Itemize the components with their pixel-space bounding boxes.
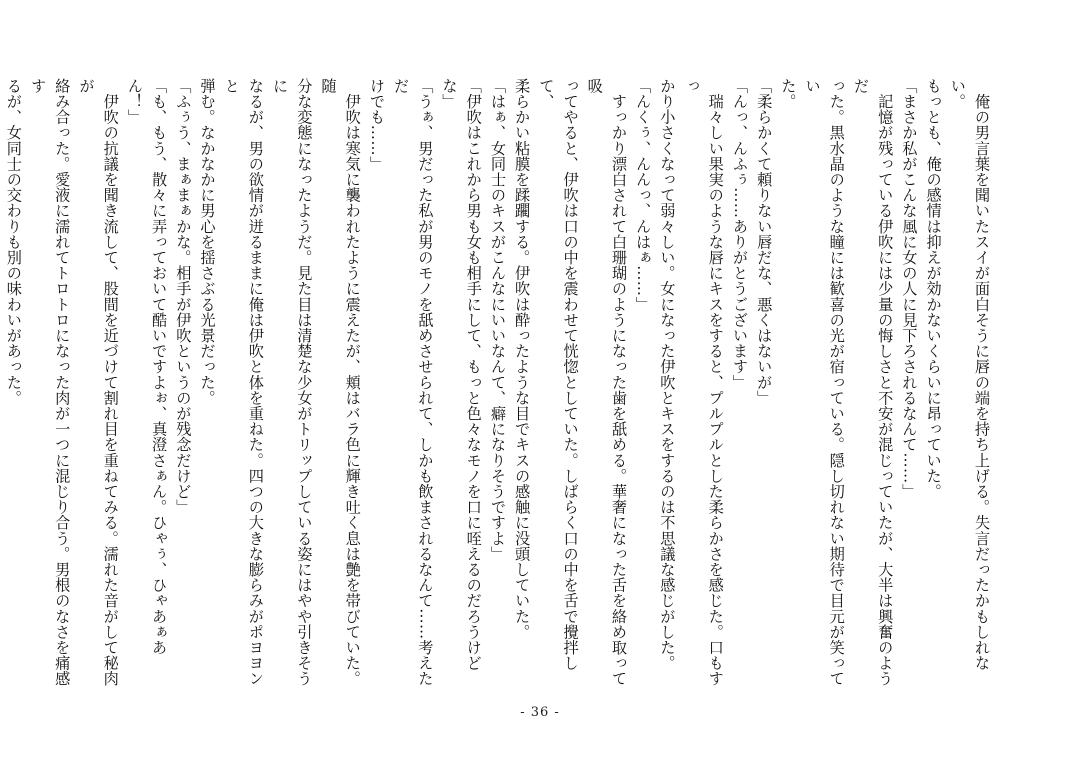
text-line: った。黒水晶のような瞳には歓喜の光が宿っている。隠し切れない期待で目元が笑ってい <box>803 78 846 687</box>
text-line: 弾む。なかなかに男心を揺さぶる光景だった。 <box>198 78 217 406</box>
text-line: けでも……」 <box>367 78 386 172</box>
text-line: 伊吹の抗議を聞き流して、股間を近づけて割れ目を重ねてみる。濡れた音がして秘肉が <box>77 78 120 687</box>
page-number: - 36 - <box>520 705 560 720</box>
text-line: 俺の男言葉を聞いたスイが面白そうに唇の端を持ち上げる。失言だったかもしれない。 <box>948 78 991 671</box>
text-line: 伊吹は寒気に襲われたように震えたが、頬はバラ色に輝き吐く息は艶を帯びていた。随 <box>319 78 362 687</box>
text-line: 「ふぅう、まぁまぁかな。相手が伊吹というのが残念だけど」 <box>174 78 193 515</box>
text-line: 「も、もう、散々に弄っておいて酷いですよぉ、真澄さぁん。ひゃぅ、ひゃあぁあん！」 <box>125 78 169 656</box>
text-line: 「んくぅ、んんっ、んはぁ……」 <box>634 78 653 312</box>
text-line: すっかり漂白されて白珊瑚のようになった歯を舐める。華奢になった舌を絡め取って吸 <box>585 78 628 687</box>
text-line: かり小さくなって弱々しい。女になった伊吹とキスをするのは不思議な感じがした。 <box>658 78 677 671</box>
text-line: 分な変態になったようだ。見た目は清楚な少女がトリップしている姿にはやや引きそうに <box>271 78 314 687</box>
text-line <box>0 78 2 693</box>
text-line: 記憶が残っている伊吹には少量の悔しさと不安が混じっていたが、大半は興奮のようだ <box>851 78 895 687</box>
text-line: るが、女同士の交わりも別の味わいがあった。 <box>4 78 23 406</box>
text-line: なるが、男の欲情が迸るままに俺は伊吹と体を重ねた。四つの大きな膨らみがポヨヨンと <box>222 78 265 687</box>
text-line: 「伊吹はこれから男も女も相手にして、もっと色々なモノを口に咥えるのだろうけどな」 <box>440 78 483 671</box>
vertical-text-body <box>4 78 994 693</box>
text-line: た。 <box>779 78 798 110</box>
text-line: 「柔らかくて頼りない唇だな、悪くはないが」 <box>755 78 774 406</box>
text-line: 絡み合った。愛液に濡れてトロトロになった肉が一つに混じり合う。男根のなさを痛感す <box>29 78 72 687</box>
text-line: 「まさか私がこんな風に女の人に見下ろされるなんて……」 <box>900 78 919 500</box>
text-line: ってやると、伊吹は口の中を震わせて恍惚としていた。しばらく口の中を舌で攪拌して、 <box>537 78 580 671</box>
text-line: 瑞々しい果実のような唇にキスをすると、プルプルとした柔らかさを感じた。口もすっ <box>682 78 725 687</box>
text-line: 柔らかい粘膜を蹂躙する。伊吹は酔ったような目でキスの感触に没頭していた。 <box>513 78 532 640</box>
text-line: もっとも、俺の感情は抑えが効かないくらいに昂っていた。 <box>924 78 943 500</box>
text-line: 「はぁ、女同士のキスがこんなにいいなんて、癖になりそうですよ」 <box>488 78 507 562</box>
text-line: 「うぁ、男だった私が男のモノを舐めさせられて、しかも飲まされるなんて……考えただ <box>392 78 435 687</box>
text-line: 「んっ、んふぅ……ありがとうございます」 <box>730 78 749 390</box>
